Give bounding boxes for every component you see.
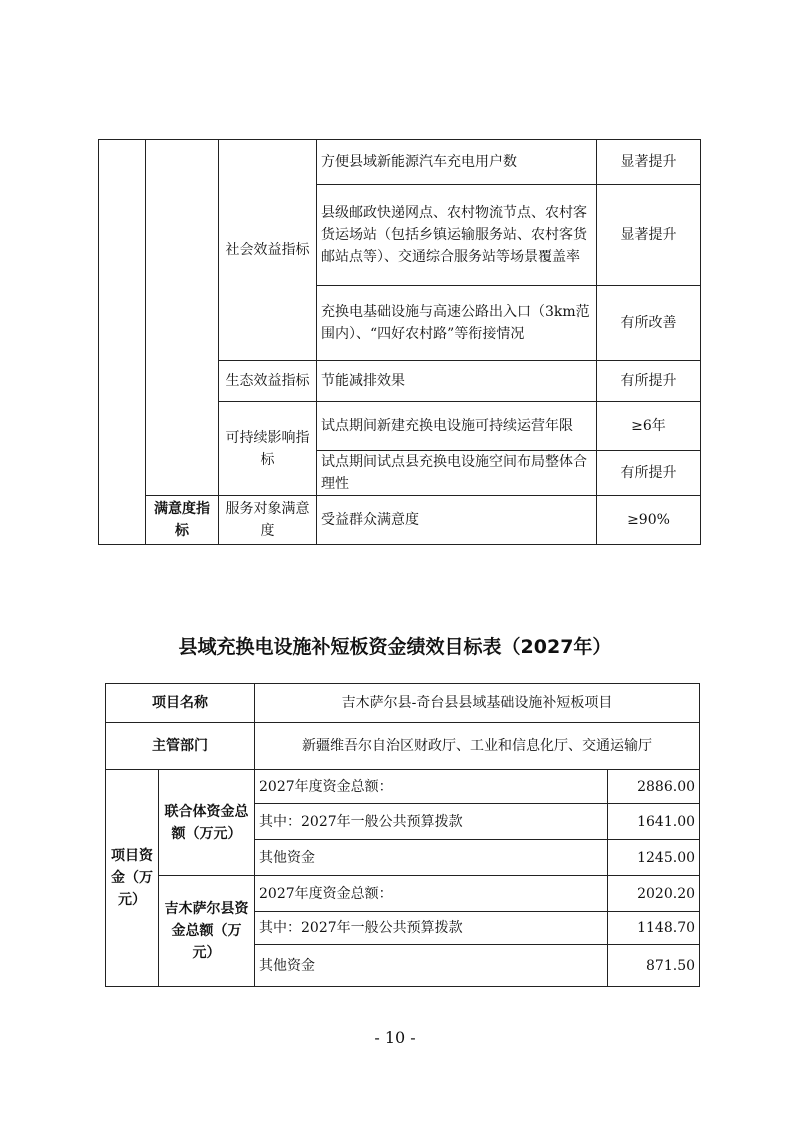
indicator-cell: 方便县域新能源汽车充电用户数 <box>317 140 597 185</box>
level1-cell-empty <box>99 140 146 545</box>
fund-item-label: 其中：2027年一般公共预算拨款 <box>255 804 608 840</box>
fund-item-value: 2886.00 <box>608 770 700 804</box>
fund-item-label: 其他资金 <box>255 945 608 987</box>
level2-cell-empty <box>146 140 219 496</box>
fund-item-value: 2020.20 <box>608 876 700 912</box>
target-cell: 有所改善 <box>597 286 701 361</box>
target-cell: 显著提升 <box>597 185 701 286</box>
fund-item-label: 2027年度资金总额： <box>255 770 608 804</box>
category-cell: 可持续影响指标 <box>219 402 317 496</box>
fund-item-value: 1148.70 <box>608 912 700 945</box>
indicator-cell: 试点期间新建充换电设施可持续运营年限 <box>317 402 597 451</box>
fund-item-label: 其中：2027年一般公共预算拨款 <box>255 912 608 945</box>
fund-item-value: 1641.00 <box>608 804 700 840</box>
fund-item-value: 871.50 <box>608 945 700 987</box>
indicator-cell: 县级邮政快递网点、农村物流节点、农村客货运场站（包括乡镇运输服务站、农村客货邮站点等）、交通综合服务站等场景覆盖率 <box>317 185 597 286</box>
indicator-cell: 受益群众满意度 <box>317 496 597 545</box>
target-cell: ≥6年 <box>597 402 701 451</box>
dept-value: 新疆维吾尔自治区财政厅、工业和信息化厅、交通运输厅 <box>255 723 700 770</box>
satisfaction-group-cell: 满意度指标 <box>146 496 219 545</box>
category-cell: 生态效益指标 <box>219 361 317 402</box>
fund-group-label: 联合体资金总额（万元） <box>159 770 255 876</box>
indicator-cell: 充换电基础设施与高速公路出入口（3km范围内）、“四好农村路”等衔接情况 <box>317 286 597 361</box>
fund-group-label: 吉木萨尔县资金总额（万元） <box>159 876 255 987</box>
performance-indicator-table <box>98 139 701 545</box>
project-name-value: 吉木萨尔县-奇台县县域基础设施补短板项目 <box>255 684 700 723</box>
indicator-cell: 节能减排效果 <box>317 361 597 402</box>
target-cell: 有所提升 <box>597 361 701 402</box>
target-cell: ≥90% <box>597 496 701 545</box>
indicator-cell: 试点期间试点县充换电设施空间布局整体合理性 <box>317 451 597 496</box>
funds-label: 项目资金（万元） <box>106 770 159 987</box>
category-cell: 服务对象满意度 <box>219 496 317 545</box>
fund-item-label: 2027年度资金总额： <box>255 876 608 912</box>
fund-item-label: 其他资金 <box>255 840 608 876</box>
funds-target-table <box>105 683 700 987</box>
category-cell: 社会效益指标 <box>219 140 317 361</box>
table-title: 县域充换电设施补短板资金绩效目标表（2027年） <box>178 636 612 658</box>
project-name-label: 项目名称 <box>106 684 255 723</box>
dept-label: 主管部门 <box>106 723 255 770</box>
page-number: - 10 - <box>374 1028 416 1047</box>
fund-item-value: 1245.00 <box>608 840 700 876</box>
target-cell: 显著提升 <box>597 140 701 185</box>
target-cell: 有所提升 <box>597 451 701 496</box>
